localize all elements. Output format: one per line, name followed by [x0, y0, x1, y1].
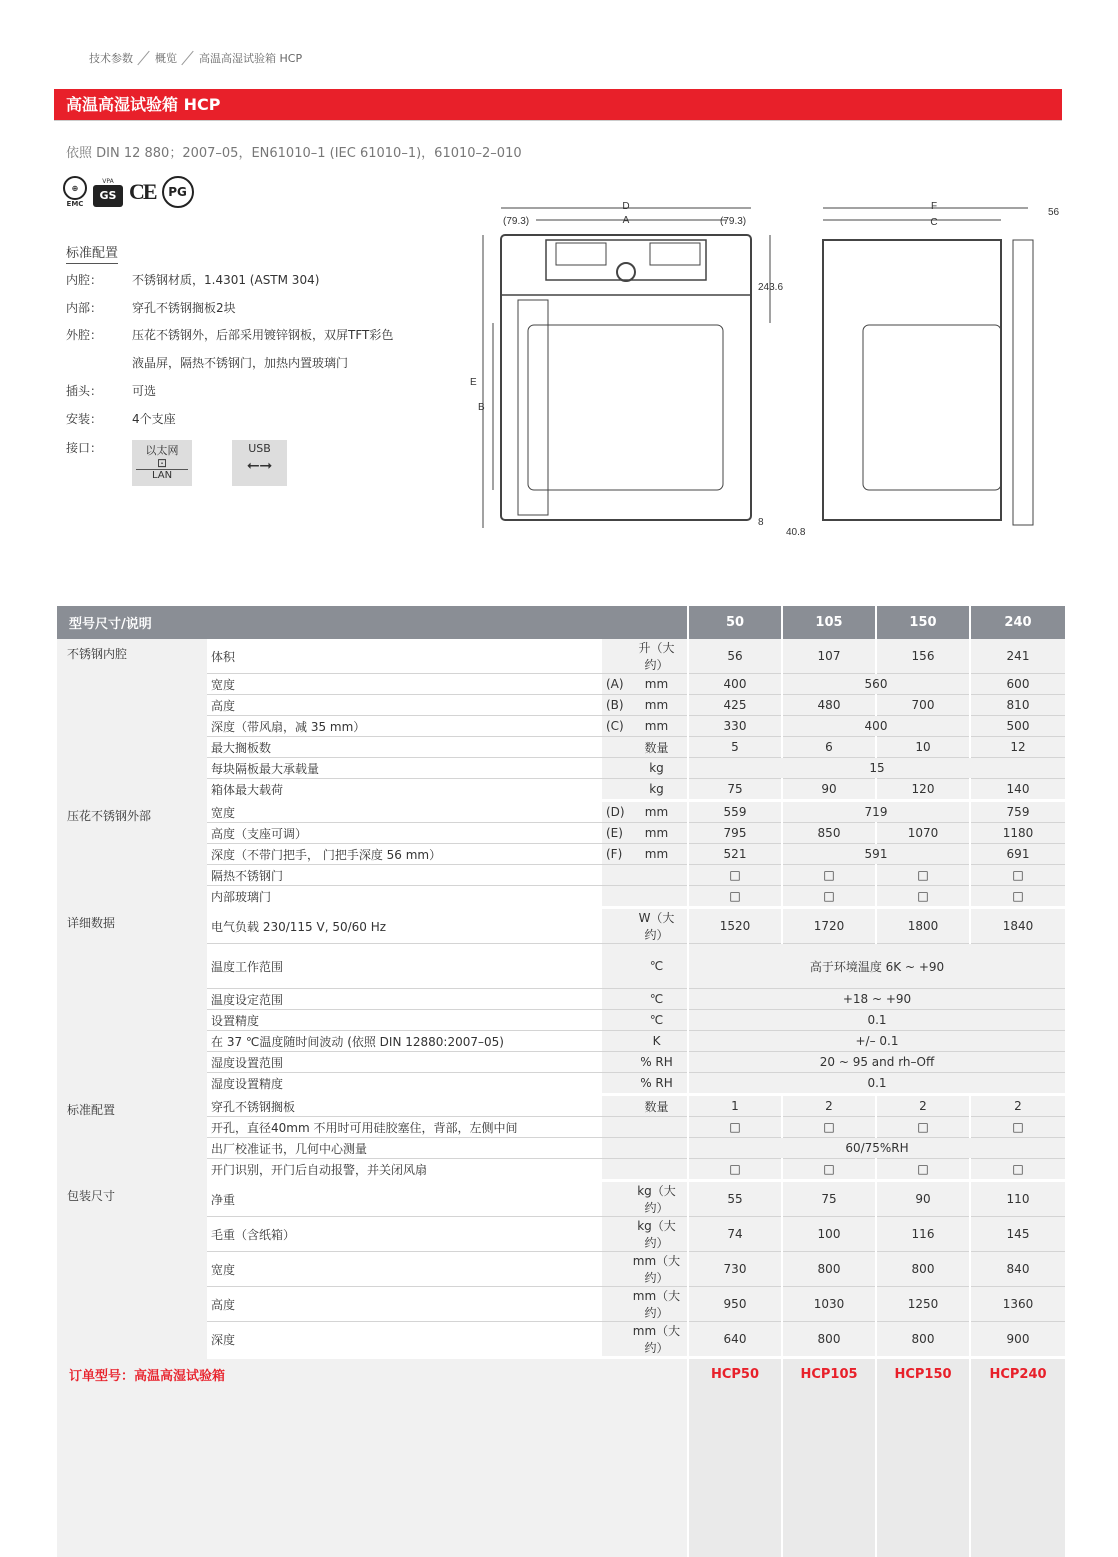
cell-value: 241: [970, 639, 1065, 674]
row-unit: 升（大约）: [626, 639, 688, 674]
cell-value: 900: [970, 1322, 1065, 1358]
interface-name: 以太网: [145, 444, 179, 457]
cell-value: 107: [782, 639, 876, 674]
spec-row: [66, 326, 393, 343]
cell-value: 116: [876, 1217, 970, 1252]
row-desc: 毛重（含纸箱）: [207, 1217, 602, 1252]
row-unit: ℃: [626, 989, 688, 1010]
table-row: [57, 1031, 1065, 1052]
row-unit: mm: [626, 695, 688, 716]
row-desc: 高度: [207, 1287, 602, 1322]
cell-value: 759: [970, 801, 1065, 823]
table-row: [57, 1052, 1065, 1073]
cell-value: 559: [688, 801, 782, 823]
emc-logo: [63, 176, 87, 208]
cell-value: 591: [782, 844, 970, 865]
cell-value: 75: [688, 779, 782, 801]
breadcrumb: [89, 50, 302, 66]
cell-value: 10: [876, 737, 970, 758]
row-unit: 数量: [626, 1095, 688, 1117]
row-unit: mm: [626, 844, 688, 865]
row-ref: [602, 865, 626, 886]
title-divider: [54, 120, 1062, 121]
row-desc: 高度（支座可调）: [207, 823, 602, 844]
filler-cell: [782, 1389, 876, 1557]
row-desc: 温度工作范围: [207, 944, 602, 989]
cell-value: 850: [782, 823, 876, 844]
row-ref: [602, 1052, 626, 1073]
dim-foot-label: 8: [758, 517, 764, 528]
row-ref: (B): [602, 695, 626, 716]
cell-value: 0.1: [688, 1073, 1065, 1095]
dim-foot2-label: 40.8: [786, 527, 806, 538]
row-unit: ℃: [626, 1010, 688, 1031]
checkbox-icon: □: [876, 1159, 970, 1181]
table-row: [57, 1095, 1065, 1117]
table-filler: [57, 1389, 1065, 1557]
table-row: [57, 908, 1065, 944]
cell-value: 120: [876, 779, 970, 801]
cell-value: 800: [782, 1252, 876, 1287]
row-desc: 深度（带风扇，减 35 mm）: [207, 716, 602, 737]
standard-config-title: 标准配置: [66, 242, 118, 264]
inner-window: [528, 325, 723, 490]
usb-interface: [232, 440, 287, 486]
cell-value: 110: [970, 1181, 1065, 1217]
checkbox-icon: □: [970, 1159, 1065, 1181]
cell-value: 840: [970, 1252, 1065, 1287]
row-desc: 宽度: [207, 1252, 602, 1287]
pg-icon: PG: [162, 176, 194, 208]
row-ref: (A): [602, 674, 626, 695]
cell-value: 795: [688, 823, 782, 844]
front-outline: [501, 235, 751, 520]
cell-value: 20 ~ 95 and rh–Off: [688, 1052, 1065, 1073]
row-desc: 每块隔板最大承载量: [207, 758, 602, 779]
row-desc: 在 37 ℃温度随时间波动 (依照 DIN 12880:2007–05): [207, 1031, 602, 1052]
table-row: [57, 844, 1065, 865]
cell-value: 1360: [970, 1287, 1065, 1322]
checkbox-icon: □: [970, 865, 1065, 886]
row-ref: [602, 944, 626, 989]
dim-a-label: A: [622, 215, 630, 226]
row-ref: [602, 1322, 626, 1358]
order-model[interactable]: HCP50: [688, 1358, 782, 1390]
row-desc: 开孔，直径40mm 不用时可用硅胶塞住，背部，左侧中间: [207, 1117, 602, 1138]
cell-value: 74: [688, 1217, 782, 1252]
cell-value: 90: [876, 1181, 970, 1217]
filler-cell: [57, 1389, 688, 1557]
cell-value: 12: [970, 737, 1065, 758]
cell-value: 2: [782, 1095, 876, 1117]
table-row: [57, 1287, 1065, 1322]
checkbox-icon: □: [688, 865, 782, 886]
table-row: [57, 886, 1065, 908]
group-label: 标准配置: [57, 1095, 207, 1181]
row-ref: [602, 1181, 626, 1217]
checkbox-icon: □: [970, 886, 1065, 908]
row-unit: % RH: [626, 1052, 688, 1073]
row-unit: kg: [626, 758, 688, 779]
cell-value: 600: [970, 674, 1065, 695]
ce-mark-icon: CE: [129, 179, 156, 204]
order-label: 订单型号：高温高湿试验箱: [57, 1358, 688, 1390]
dim-e-label: E: [470, 377, 477, 388]
row-unit: kg: [626, 779, 688, 801]
row-ref: [602, 758, 626, 779]
row-desc: 内部玻璃门: [207, 886, 602, 908]
group-label: 详细数据: [57, 908, 207, 1095]
spec-value: 压花不锈钢外，后部采用镀锌钢板，双屏TFT彩色: [132, 328, 394, 342]
table-row: [57, 1181, 1065, 1217]
cell-value: 800: [876, 1252, 970, 1287]
row-ref: [602, 1031, 626, 1052]
row-unit: 数量: [626, 737, 688, 758]
control-knob-icon: [617, 263, 635, 281]
spec-row: [66, 382, 156, 399]
row-ref: [602, 1159, 626, 1181]
cert-logos: [63, 176, 194, 208]
row-unit: mm: [626, 823, 688, 844]
control-panel: [546, 240, 706, 280]
row-ref: [602, 908, 626, 944]
row-unit: mm（大约）: [626, 1252, 688, 1287]
row-unit: mm: [626, 716, 688, 737]
cell-value: 1070: [876, 823, 970, 844]
row-ref: [602, 886, 626, 908]
table-row: [57, 944, 1065, 989]
row-unit: [626, 886, 688, 908]
table-row: [57, 989, 1065, 1010]
breadcrumb-item[interactable]: 高温高湿试验箱 HCP: [199, 52, 303, 65]
model-header: 105: [782, 606, 876, 639]
row-desc: 穿孔不锈钢搁板: [207, 1095, 602, 1117]
table-row: [57, 801, 1065, 823]
row-desc: 隔热不锈钢门: [207, 865, 602, 886]
spec-label: 内腔：: [66, 273, 103, 287]
row-unit: [626, 865, 688, 886]
table-row: [57, 865, 1065, 886]
spec-row: [66, 271, 319, 288]
dim-top-height: 243.6: [758, 282, 784, 293]
door-handle: [518, 300, 548, 515]
cell-value: 2: [876, 1095, 970, 1117]
row-ref: [602, 1095, 626, 1117]
cell-value: 56: [688, 639, 782, 674]
cell-value: 高于环境温度 6K ~ +90: [688, 944, 1065, 989]
emc-icon: ⊕: [63, 176, 87, 200]
display-left: [556, 243, 606, 265]
order-model[interactable]: HCP105: [782, 1358, 876, 1390]
row-ref: [602, 1010, 626, 1031]
row-desc: 电气负载 230/115 V, 50/60 Hz: [207, 908, 602, 944]
lan-icon: ⊡: [156, 456, 168, 470]
table-row: [57, 1252, 1065, 1287]
interface-name: USB: [248, 442, 271, 455]
side-window: [863, 325, 1001, 490]
spec-label: 插头：: [66, 384, 103, 398]
table-row: [57, 779, 1065, 801]
row-desc: 开门识别，开门后自动报警，并关闭风扇: [207, 1159, 602, 1181]
dimension-drawing: [468, 195, 1068, 545]
table-row: [57, 1138, 1065, 1159]
cell-value: 145: [970, 1217, 1065, 1252]
row-unit: mm（大约）: [626, 1287, 688, 1322]
cell-value: 810: [970, 695, 1065, 716]
row-ref: [602, 737, 626, 758]
cell-value: 1: [688, 1095, 782, 1117]
cell-value: 560: [782, 674, 970, 695]
usb-icon: ⭠⭢: [246, 455, 273, 474]
model-header: 150: [876, 606, 970, 639]
row-unit: kg（大约）: [626, 1181, 688, 1217]
group-label: 不锈钢内腔: [57, 639, 207, 801]
table-row: [57, 1217, 1065, 1252]
breadcrumb-item[interactable]: 技术参数: [89, 52, 133, 65]
spec-value: 可选: [132, 384, 157, 398]
cell-value: 400: [688, 674, 782, 695]
row-unit: mm: [626, 674, 688, 695]
cell-value: 500: [970, 716, 1065, 737]
breadcrumb-separator: [137, 51, 151, 65]
row-desc: 箱体最大载荷: [207, 779, 602, 801]
order-model[interactable]: HCP150: [876, 1358, 970, 1390]
cell-value: 75: [782, 1181, 876, 1217]
checkbox-icon: □: [876, 886, 970, 908]
spec-table: [57, 606, 1065, 1557]
row-unit: K: [626, 1031, 688, 1052]
row-desc: 宽度: [207, 674, 602, 695]
checkbox-icon: □: [782, 1117, 876, 1138]
ethernet-interface: [132, 440, 192, 486]
cell-value: 691: [970, 844, 1065, 865]
checkbox-icon: □: [782, 1159, 876, 1181]
model-header: 240: [970, 606, 1065, 639]
vpa-label: VPA: [102, 177, 114, 185]
table-row: [57, 737, 1065, 758]
dim-d-label: D: [622, 201, 630, 212]
cell-value: 800: [876, 1322, 970, 1358]
interface-sub: LAN: [136, 469, 188, 481]
spec-label: 外腔：: [66, 328, 103, 342]
spec-value: 4个支座: [132, 412, 176, 426]
spec-row: [66, 354, 348, 371]
row-desc: 净重: [207, 1181, 602, 1217]
dim-depth-extra: 56: [1048, 207, 1060, 218]
group-label: 包装尺寸: [57, 1181, 207, 1358]
table-row: [57, 758, 1065, 779]
row-desc: 最大搁板数: [207, 737, 602, 758]
row-unit: % RH: [626, 1073, 688, 1095]
row-unit: [626, 1159, 688, 1181]
row-ref: (E): [602, 823, 626, 844]
row-unit: [626, 1138, 688, 1159]
filler-cell: [688, 1389, 782, 1557]
cell-value: 719: [782, 801, 970, 823]
row-desc: 深度（不带门把手， 门把手深度 56 mm）: [207, 844, 602, 865]
group-label: 压花不锈钢外部: [57, 801, 207, 908]
breadcrumb-separator: [181, 51, 195, 65]
cell-value: 1840: [970, 908, 1065, 944]
cell-value: 400: [782, 716, 970, 737]
table-row: [57, 639, 1065, 674]
row-unit: kg（大约）: [626, 1217, 688, 1252]
spec-value: 液晶屏，隔热不锈钢门，加热内置玻璃门: [132, 356, 349, 370]
cell-value: 1180: [970, 823, 1065, 844]
cell-value: 55: [688, 1181, 782, 1217]
row-unit: [626, 1117, 688, 1138]
cell-value: 140: [970, 779, 1065, 801]
checkbox-icon: □: [688, 886, 782, 908]
cell-value: 5: [688, 737, 782, 758]
row-ref: [602, 779, 626, 801]
checkbox-icon: □: [688, 1159, 782, 1181]
row-desc: 深度: [207, 1322, 602, 1358]
row-ref: (D): [602, 801, 626, 823]
row-desc: 湿度设置范围: [207, 1052, 602, 1073]
row-desc: 出厂校准证书，几何中心测量: [207, 1138, 602, 1159]
dim-f-label: F: [930, 201, 938, 212]
spec-label: 接口：: [66, 441, 103, 455]
cell-value: 1520: [688, 908, 782, 944]
cell-value: 950: [688, 1287, 782, 1322]
emc-label: EMC: [66, 200, 84, 208]
norms-text: 依照 DIN 12 880；2007–05，EN61010–1 (IEC 61010–1)，61010–2–010: [66, 146, 522, 161]
spec-value: 不锈钢材质，1.4301 (ASTM 304): [132, 273, 320, 287]
dim-b-label: B: [478, 402, 485, 413]
spec-row: [66, 439, 132, 456]
spec-value: 穿孔不锈钢搁板2块: [132, 301, 236, 315]
row-desc: 设置精度: [207, 1010, 602, 1031]
checkbox-icon: □: [970, 1117, 1065, 1138]
row-ref: [602, 1287, 626, 1322]
spec-label: 安装：: [66, 412, 103, 426]
row-unit: mm（大约）: [626, 1322, 688, 1358]
cell-value: 1030: [782, 1287, 876, 1322]
cell-value: 15: [688, 758, 1065, 779]
row-ref: [602, 1217, 626, 1252]
cell-value: 1800: [876, 908, 970, 944]
row-desc: 宽度: [207, 801, 602, 823]
table-row: [57, 1159, 1065, 1181]
cell-value: 0.1: [688, 1010, 1065, 1031]
cell-value: 6: [782, 737, 876, 758]
order-model[interactable]: HCP240: [970, 1358, 1065, 1390]
order-row: [57, 1358, 1065, 1390]
cell-value: 60/75%RH: [688, 1138, 1065, 1159]
table-row: [57, 823, 1065, 844]
side-door: [1013, 240, 1033, 525]
cell-value: +/– 0.1: [688, 1031, 1065, 1052]
spec-row: [66, 299, 236, 316]
row-ref: [602, 1252, 626, 1287]
cell-value: 100: [782, 1217, 876, 1252]
model-header: 50: [688, 606, 782, 639]
cell-value: 640: [688, 1322, 782, 1358]
cell-value: 90: [782, 779, 876, 801]
dim-right-offset: (79.3): [720, 216, 747, 227]
cell-value: 2: [970, 1095, 1065, 1117]
gs-icon: GS: [93, 185, 123, 207]
cell-value: 521: [688, 844, 782, 865]
row-desc: 温度设定范围: [207, 989, 602, 1010]
filler-cell: [876, 1389, 970, 1557]
checkbox-icon: □: [782, 886, 876, 908]
cell-value: 156: [876, 639, 970, 674]
table-row: [57, 1322, 1065, 1358]
breadcrumb-item[interactable]: 概览: [155, 52, 177, 65]
page-title: 高温高湿试验箱 HCP: [54, 89, 1062, 120]
cell-value: 480: [782, 695, 876, 716]
table-header-title: 型号尺寸/说明: [57, 606, 688, 639]
cell-value: 1720: [782, 908, 876, 944]
cell-value: 425: [688, 695, 782, 716]
cell-value: 700: [876, 695, 970, 716]
spec-row: [66, 410, 176, 427]
display-right: [650, 243, 700, 265]
cell-value: 1250: [876, 1287, 970, 1322]
filler-cell: [970, 1389, 1065, 1557]
row-unit: ℃: [626, 944, 688, 989]
side-outline: [823, 240, 1001, 520]
table-header: [57, 606, 1065, 639]
row-ref: [602, 1073, 626, 1095]
gs-logo: [93, 178, 123, 207]
dim-c-label: C: [930, 217, 938, 228]
row-ref: [602, 1117, 626, 1138]
row-desc: 湿度设置精度: [207, 1073, 602, 1095]
table-row: [57, 1010, 1065, 1031]
table-row: [57, 716, 1065, 737]
row-ref: [602, 989, 626, 1010]
checkbox-icon: □: [782, 865, 876, 886]
row-desc: 体积: [207, 639, 602, 674]
row-ref: (C): [602, 716, 626, 737]
checkbox-icon: □: [876, 865, 970, 886]
table-row: [57, 1073, 1065, 1095]
table-row: [57, 674, 1065, 695]
row-unit: W（大约）: [626, 908, 688, 944]
dim-left-offset: (79.3): [503, 216, 530, 227]
cell-value: +18 ~ +90: [688, 989, 1065, 1010]
spec-label: 内部：: [66, 301, 103, 315]
row-unit: mm: [626, 801, 688, 823]
row-ref: [602, 639, 626, 674]
table-row: [57, 1117, 1065, 1138]
table-row: [57, 695, 1065, 716]
row-ref: (F): [602, 844, 626, 865]
row-ref: [602, 1138, 626, 1159]
cell-value: 800: [782, 1322, 876, 1358]
row-desc: 高度: [207, 695, 602, 716]
cell-value: 730: [688, 1252, 782, 1287]
cell-value: 330: [688, 716, 782, 737]
checkbox-icon: □: [688, 1117, 782, 1138]
checkbox-icon: □: [876, 1117, 970, 1138]
